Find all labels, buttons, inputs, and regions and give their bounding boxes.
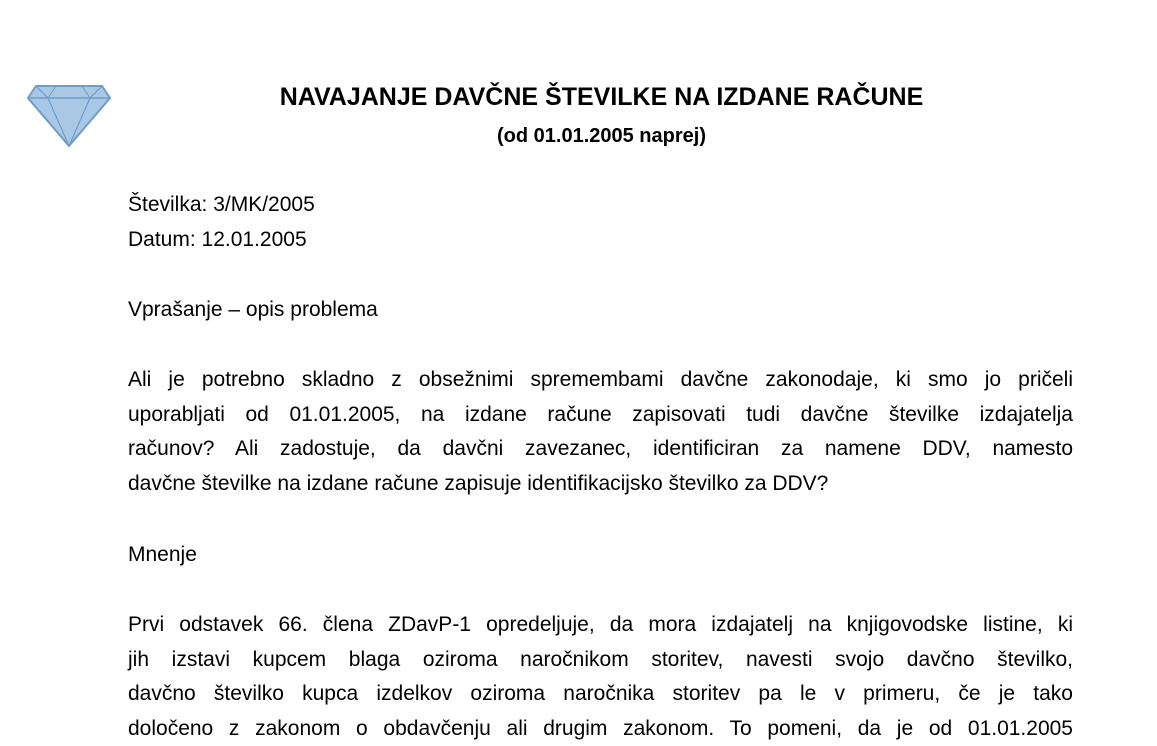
paragraph-line: uporabljati od 01.01.2005, na izdane račune zapisovati tudi davčne številke izdajatelja: [128, 402, 1073, 426]
paragraph-line: jih izstavi kupcem blaga oziroma naročnikom storitev, navesti svojo davčno številko,: [128, 647, 1073, 671]
document-title: NAVAJANJE DAVČNE ŠTEVILKE NA IZDANE RAČUNE: [279, 83, 924, 111]
paragraph-line: Ali je potrebno skladno z obsežnimi spremembami davčne zakonodaje, ki smo jo pričeli: [128, 368, 1073, 391]
document-number: Številka: 3/MK/2005: [128, 193, 315, 216]
opinion-paragraph: [128, 608, 1073, 746]
paragraph-line: računov? Ali zadostuje, da davčni zavezanec, identificiran za namene DDV, namesto: [128, 437, 1073, 461]
paragraph-line: določeno z zakonom o obdavčenju ali drugim zakonom. To pomeni, da je od 01.01.2005: [128, 716, 1073, 740]
question-paragraph: [128, 363, 1073, 501]
paragraph-line: davčno številko kupca izdelkov oziroma naročnika storitev pa le v primeru, če je tako: [128, 682, 1073, 706]
opinion-heading: Mnenje: [128, 543, 197, 566]
question-heading: Vprašanje – opis problema: [128, 298, 378, 321]
document-date: Datum: 12.01.2005: [128, 228, 307, 251]
document-subtitle: (od 01.01.2005 naprej): [497, 125, 706, 147]
paragraph-line: davčne številke na izdane račune zapisuje identifikacijsko številko za DDV?: [128, 471, 829, 495]
paragraph-line: Prvi odstavek 66. člena ZDavP-1 opredeljuje, da mora izdajatelj na knjigovodske listine, ki: [128, 613, 1073, 636]
